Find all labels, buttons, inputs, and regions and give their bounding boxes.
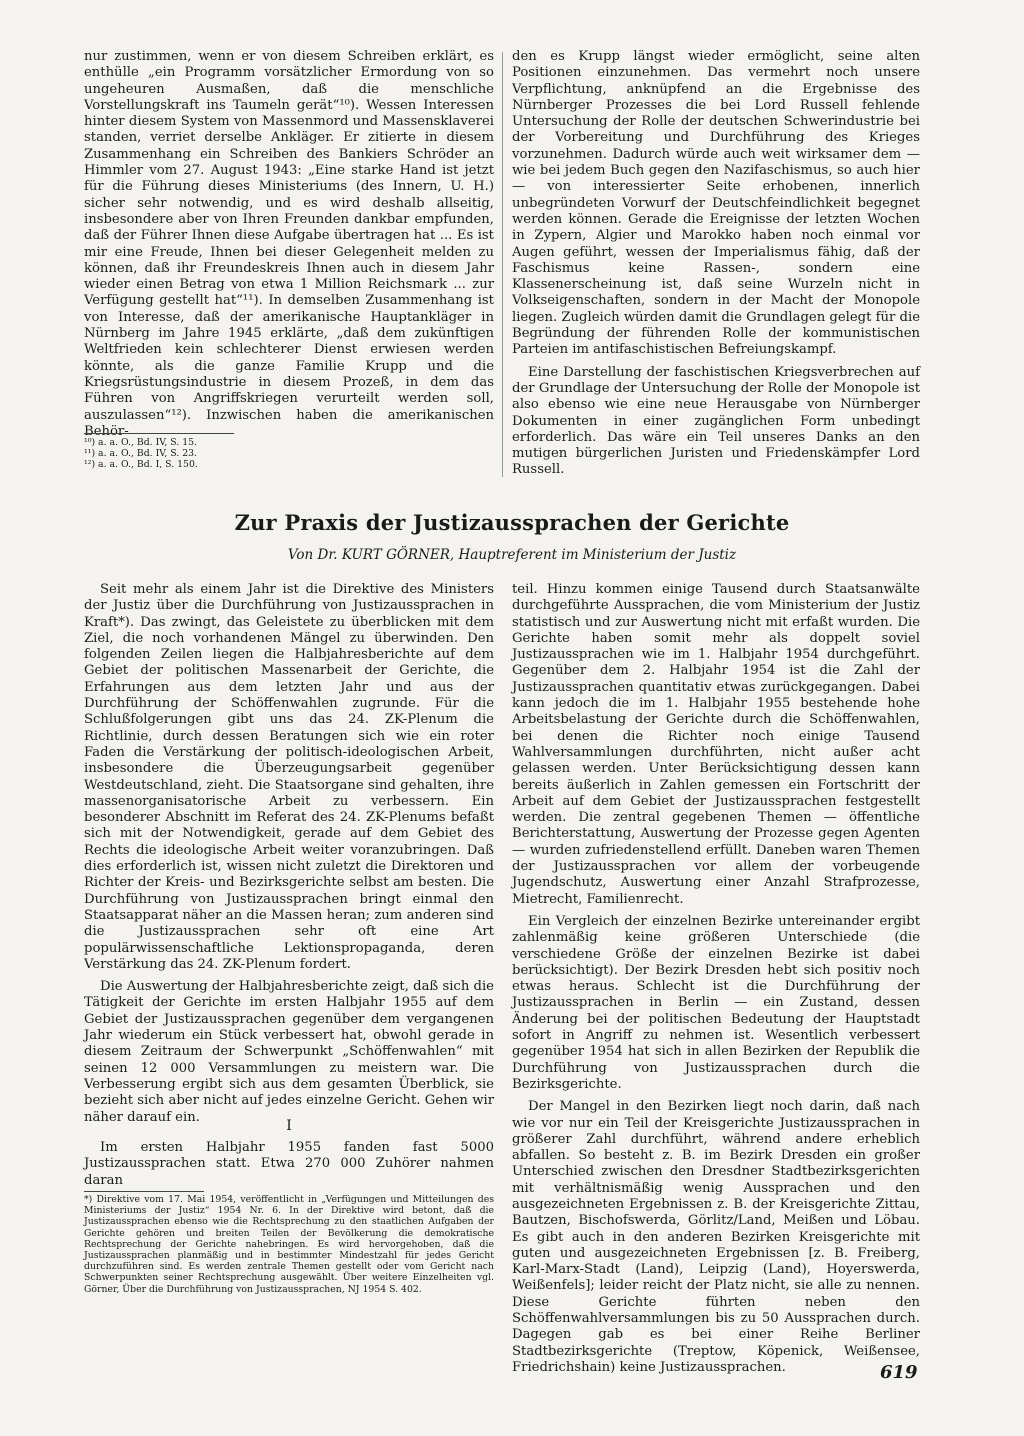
section-heading: I (286, 1118, 292, 1134)
article-title: Zur Praxis der Justizaussprachen der Gerichte (234, 510, 790, 535)
footnote-divider (84, 433, 234, 434)
top-right-paragraph-1: den es Krupp längst wieder ermöglicht, seine alten Positionen einzunehmen. Das vermehrt noch unsere Verpflichtung, anknüpfend an die Ergebnisse des Nürnberger Prozesses die bei Lord Russell fehlende Untersuchung der Rolle der deutschen Schwerindustrie bei der Vorbereitung und Durchführung des Krieges vorzunehmen. Dadurch würde auch weit wirksamer dem — wie bei jedem Buch gegen den Nazifaschismus, so auch hier — von interessierter Seite erhobenen, innerlich unbegründeten Vorwurf der Deutschfeindlichkeit begegnet werden können. Gerade die Ereignisse der letzten Wochen in Zypern, Algier und Marokko haben noch einmal vor Augen geführt, wessen der Imperialismus fähig, daß der Faschismus keine Rassen-, sondern eine Klassenerscheinung ist, daß seine Wurzeln nicht in Volkseigenschaften, sondern in der Macht der Monopole liegen. Zugleich würden damit die Grundlagen gelegt für die Begründung der führenden Rolle der kommunistischen Parteien im antifaschistischen Befreiungskampf. (512, 49, 920, 358)
article-footnote (84, 1194, 494, 1295)
top-left-paragraph: nur zustimmen, wenn er von diesem Schreiben erklärt, es enthülle „ein Programm vorsätzlicher Ermordung von so ungeheuren Ausmaßen, daß die menschliche Vorstellungskraft ins Taumeln gerät“¹⁰). Wessen Interessen hinter diesem System von Massenmord und Massensklaverei standen, verriet derselbe Ankläger. Er zitierte in diesem Zusammenhang ein Schreiben des Bankiers Schröder an Himmler vom 27. August 1943: „Eine starke Hand ist jetzt für die Führung dieses Ministeriums (des Innern, U. H.) sicher sehr notwendig, und es wird deshalb allseitig, insbesondere aber von Ihren Freunden dankbar empfunden, daß der Führer Ihnen diese Aufgabe übertragen hat ... Es ist mir eine Freude, Ihnen bei dieser Gelegenheit melden zu können, daß ihr Freundeskreis Ihnen auch in diesem Jahr wieder einen Betrag von etwa 1 Million Reichsmark ... zur Verfügung gestellt hat“¹¹). In demselben Zusammenhang ist von Interesse, daß der amerikanische Hauptankläger in Nürnberg im Jahre 1945 erklärte, „daß dem zukünftigen Weltfrieden kein schlechterer Dienst erwiesen werden könnte, als die ganze Familie Krupp und die Kriegsrüstungsindustrie in diesem Prozeß, in dem das Führen von Angriffskriegen verurteilt werden soll, auszulassen“¹²). Inzwischen haben die amerikanischen Behör- (84, 49, 494, 439)
page-number: 619 (880, 1362, 918, 1383)
article-right-column (512, 582, 920, 1382)
article-left-continuation (84, 1140, 494, 1195)
top-right-paragraph-2: Eine Darstellung der faschistischen Kriegsverbrechen auf der Grundlage der Untersuchung der Rolle der Monopole ist also ebenso wie eine neue Herausgabe von Nürnberger Dokumenten in einer zugänglichen Form unbedingt erforderlich. Das wäre ein Teil unseres Danks an den mutigen bürgerlichen Juristen und Friedenskämpfer Lord Russell. (512, 364, 920, 478)
article-paragraph-6: Der Mangel in den Bezirken liegt noch darin, daß nach wie vor nur ein Teil der Kreisgerichte Justizaussprachen in größerer Zahl durchführt, während andere erheblich abfallen. So besteht z. B. im Bezirk Dresden ein großer Unterschied zwischen den Dresdner Stadtbezirksgerichten mit verhältnismäßig wenig Aussprachen und den ausgezeichneten Ergebnissen z. B. der Kreisgerichte Zittau, Bautzen, Bischofswerda, Görlitz/Land, Meißen und Löbau. Es gibt auch in den anderen Bezirken Kreisgerichte mit guten und ausgezeichneten Ergebnissen [z. B. Freiberg, Karl-Marx-Stadt (Land), Leipzig (Land), Hoyerswerda, Weißenfels]; leider reicht der Platz nicht, sie alle zu nennen. Diese Gerichte führten neben den Schöffenwahlversammlungen bis zu 50 Aussprachen durch. Dagegen gab es bei einer Reihe Berliner Stadtbezirksgerichte (Treptow, Köpenick, Weißensee, Friedrichshain) keine Justizaussprachen. (512, 1099, 920, 1375)
top-left-column (84, 49, 494, 446)
article-paragraph-3: Im ersten Halbjahr 1955 fanden fast 5000 Justizaussprachen statt. Etwa 270 000 Zuhörer nahmen daran (84, 1140, 494, 1188)
footnote-11: ¹¹) a. a. O., Bd. IV, S. 23. (84, 448, 197, 460)
top-footnotes (84, 437, 384, 471)
article-footnote-divider (84, 1191, 204, 1192)
column-divider (502, 52, 503, 477)
article-left-column (84, 582, 494, 1132)
article-byline: Von Dr. KURT GÖRNER, Hauptreferent im Ministerium der Justiz (287, 547, 737, 563)
article-paragraph-2: Die Auswertung der Halbjahresberichte zeigt, daß sich die Tätigkeit der Gerichte im ersten Halbjahr 1955 auf dem Gebiet der Justizaussprachen gegenüber dem vergangenen Jahr wiederum ein Stück verbessert hat, obwohl gerade in diesem Zeitraum der Schwerpunkt „Schöffenwahlen“ mit seinen 12 000 Versammlungen zu meistern war. Die Verbesserung ergibt sich aus dem gesamten Überblick, sie bezieht sich aber nicht auf jedes einzelne Gericht. Gehen wir näher darauf ein. (84, 979, 494, 1125)
footnote-star: *) Direktive vom 17. Mai 1954, veröffentlicht in „Verfügungen und Mitteilungen des Ministeriums der Justiz“ 1954 Nr. 6. In der Direktive wird betont, daß die Justizaussprachen ebenso wie die Rechtsprechung zu den staatlichen Aufgaben der Gerichte gehören und breiten Teilen der Bevölkerung die demokratische Rechtsprechung der Gerichte nahebringen. Es wird hervorgehoben, daß die Justizaussprachen planmäßig und in bestimmter Mindestzahl für jedes Gericht durchzuführen sind. Es werden zentrale Themen gestellt oder vom Gericht nach Schwerpunkten seiner Rechtsprechung ausgewählt. Über weitere Einzelheiten vgl. Görner, Über die Durchführung von Justizaussprachen, NJ 1954 S. 402. (84, 1194, 494, 1295)
footnote-10: ¹⁰) a. a. O., Bd. IV, S. 15. (84, 437, 197, 448)
top-right-column (512, 49, 920, 485)
article-paragraph-4: teil. Hinzu kommen einige Tausend durch Staatsanwälte durchgeführte Aussprachen, die vom Ministerium der Justiz statistisch und zur Auswertung nicht mit erfaßt wurden. Die Gerichte haben somit mehr als doppelt soviel Justizaussprachen wie im 1. Halbjahr 1954 durchgeführt. Gegenüber dem 2. Halbjahr 1954 ist die Zahl der Justizaussprachen quantitativ etwas zurückgegangen. Dabei kann jedoch die im 1. Halbjahr 1955 bestehende hohe Arbeitsbelastung der Gerichte durch die Schöffenwahlen, bei denen die Richter noch einige Tausend Wahlversammlungen durchführten, nicht außer acht gelassen werden. Unter Berücksichtigung dessen kann bereits äußerlich in Zahlen gemessen ein Fortschritt der Arbeit auf dem Gebiet der Justizaussprachen festgestellt werden. Die zentral gegebenen Themen — öffentliche Berichterstattung, Auswertung der Prozesse gegen Agenten — wurden zufriedenstellend erfüllt. Daneben waren Themen der Justizaussprachen vor allem der vorbeugende Jugendschutz, Auswertung einer Anzahl Strafprozesse, Mietrecht, Familienrecht. (512, 582, 920, 907)
article-paragraph-5: Ein Vergleich der einzelnen Bezirke untereinander ergibt zahlenmäßig keine größeren Unterschiede (die verschiedene Größe der einzelnen Bezirke ist dabei berücksichtigt). Der Bezirk Dresden hebt sich positiv noch etwas heraus. Schlecht ist die Durchführung der Justizaussprachen in Berlin — ein Zustand, dessen Änderung bei der politischen Bedeutung der Hauptstadt sofort in Angriff zu nehmen ist. Wesentlich verbessert gegenüber 1954 hat sich in allen Bezirken der Republik die Durchführung von Justizaussprachen durch die Bezirksgerichte. (512, 913, 920, 1092)
article-paragraph-1: Seit mehr als einem Jahr ist die Direktive des Ministers der Justiz über die Durchführung von Justizaussprachen in Kraft*). Das zwingt, das Geleistete zu überblicken mit dem Ziel, die noch vorhandenen Mängel zu überwinden. Den folgenden Zeilen liegen die Halbjahresberichte auf dem Gebiet der politischen Massenarbeit der Gerichte, die Erfahrungen aus dem letzten Jahr und aus der Durchführung der Schöffenwahlen zugrunde. Für die Schlußfolgerungen gibt uns das 24. ZK-Plenum die Richtlinie, durch dessen Beratungen sich wie ein roter Faden die Verstärkung der politisch-ideologischen Arbeit, insbesondere die Überzeugungsarbeit gegenüber Westdeutschland, zieht. Die Staatsorgane sind gehalten, ihre massenorganisatorische Arbeit zu verbessern. Ein besonderer Abschnitt im Referat des 24. ZK-Plenums befaßt sich mit der Notwendigkeit, gerade auf dem Gebiet des Rechts die ideologische Arbeit weiter voranzubringen. Daß dies erforderlich ist, wissen nicht zuletzt die Direktoren und Richter der Kreis- und Bezirksgerichte selbst am besten. Die Durchführung von Justizaussprachen bringt einmal den Staatsapparat näher an die Massen heran; zum anderen sind die Justizaussprachen sehr oft eine Art populärwissenschaftliche Lektionspropaganda, deren Verstärkung das 24. ZK-Plenum fordert. (84, 582, 494, 972)
footnote-12: ¹²) a. a. O., Bd. I, S. 150. (84, 459, 198, 471)
